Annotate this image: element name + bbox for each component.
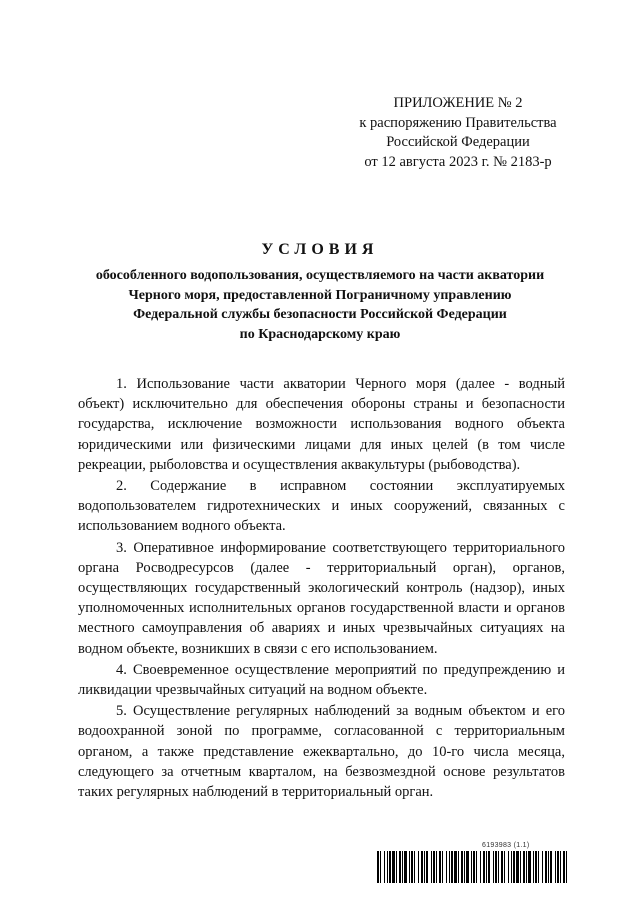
condition-item: 2. Содержание в исправном состоянии эксплуатируемых водопользователем гидротехнических и иных сооружений, связанных с использованием водного объекта. (78, 478, 565, 535)
attachment-line: к распоряжению Правительства (359, 114, 557, 131)
subtitle-line: Черного моря, предоставленной Пограничному управлению (128, 287, 512, 303)
attachment-date: от 12 августа 2023 г. № 2183-р (364, 153, 552, 170)
condition-item: 4. Своевременное осуществление мероприятий по предупреждению и ликвидации чрезвычайных ситуаций на водном объекте. (78, 661, 565, 699)
document-code: 6193983 (1.1) (482, 842, 530, 849)
barcode-image (377, 851, 567, 883)
subtitle-line: обособленного водопользования, осуществляемого на части акватории (95, 268, 545, 283)
attachment-header (330, 94, 586, 172)
attachment-line: Российской Федерации (386, 134, 530, 150)
document-subtitle (70, 266, 570, 344)
subtitle-line: Федеральной службы безопасности Российской Федерации (133, 307, 507, 322)
condition-item: 1. Использование части акватории Черного моря (далее - водный объект) исключительно для обеспечения обороны страны и безопасности государства, исключение возможности использования водного объекта юридическими или физическими лицами для иных целей (в том числе рекреации, рыболовства и осуществления аквакультуры (рыбоводства). (78, 376, 565, 473)
subtitle-line: по Краснодарскому краю (239, 326, 401, 342)
attachment-number: ПРИЛОЖЕНИЕ № 2 (393, 95, 523, 111)
document-title: УСЛОВИЯ (261, 241, 379, 258)
condition-item: 5. Осуществление регулярных наблюдений за водным объектом и его водоохранной зоной по программе, согласованной с территориальным органом, а также представление ежеквартально, до 10-го числа месяца, следующего за отчетным кварталом, на безвозмездной основе результатов таких регулярных наблюдений в территориальный орган. (78, 703, 565, 801)
condition-item: 3. Оперативное информирование соответствующего территориального органа Росводресурсов (далее - территориальный орган), органов, осуществляющих государственный экологический контроль (надзор), иных уполномоченных исполнительных органов государственной власти и органов местного самоуправления об авариях и иных чрезвычайных ситуациях на водном объекте, возникших в связи с его использованием. (78, 539, 565, 657)
conditions-list (78, 374, 565, 802)
